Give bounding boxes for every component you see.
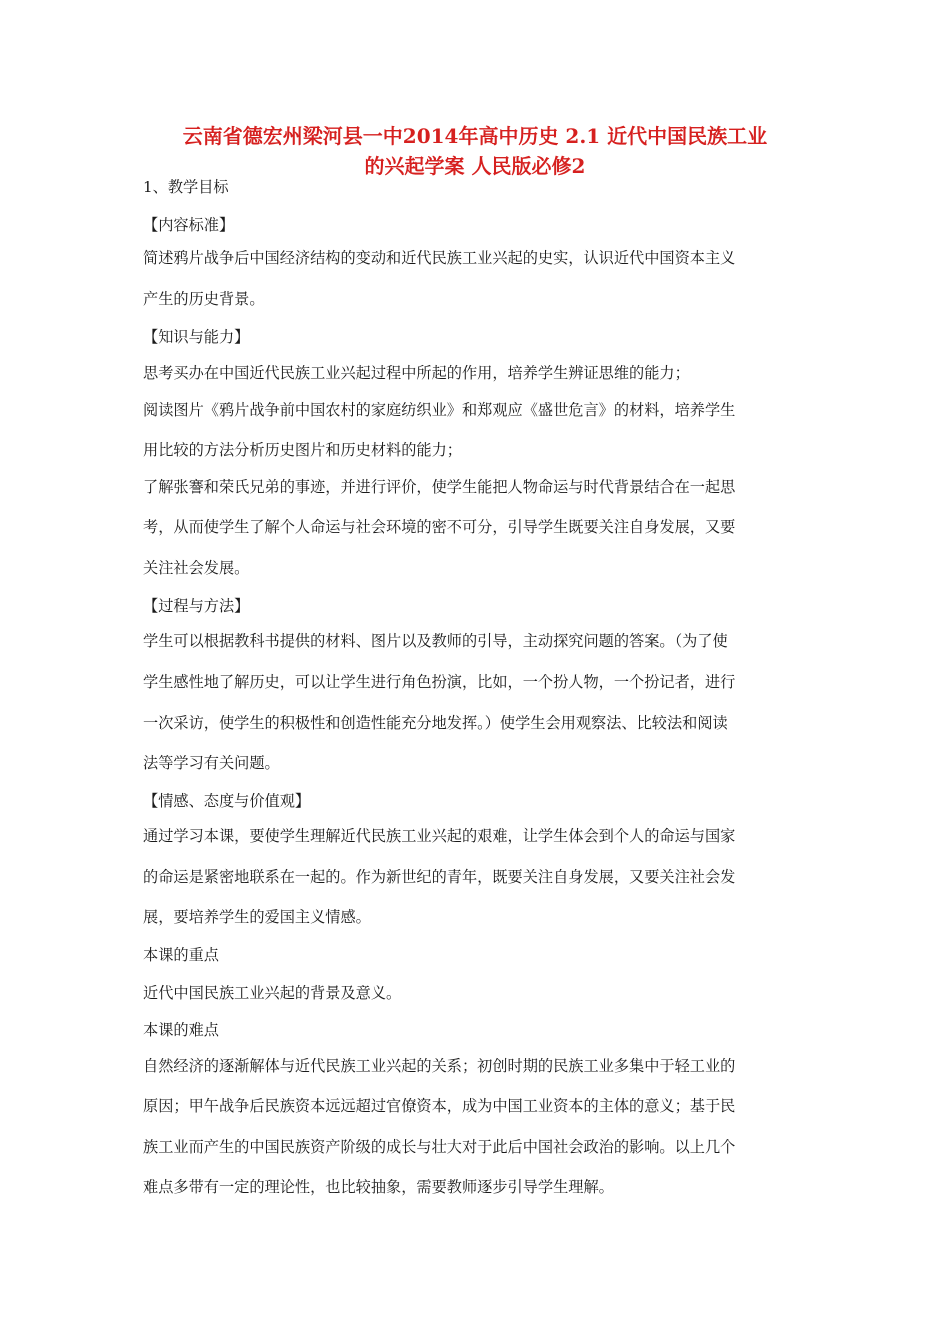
paragraph-line: 学生可以根据教科书提供的材料、图片以及教师的引导，主动探究问题的答案。（为了使 xyxy=(143,632,728,650)
paragraph-line: 考，从而使学生了解个人命运与社会环境的密不可分，引导学生既要关注自身发展，又要 xyxy=(143,518,736,536)
paragraph-line: 一次采访，使学生的积极性和创造性能充分地发挥。）使学生会用观察法、比较法和阅读 xyxy=(143,714,728,732)
section-heading: 1、教学目标 xyxy=(143,178,229,196)
subsection-heading: 【内容标准】 xyxy=(143,216,235,234)
difficulty-heading: 本课的难点 xyxy=(143,1021,219,1039)
document-title xyxy=(110,121,840,181)
paragraph-line: 通过学习本课，要使学生理解近代民族工业兴起的艰难，让学生体会到个人的命运与国家 xyxy=(143,827,736,845)
paragraph-line: 关注社会发展。 xyxy=(143,559,250,577)
key-point-heading: 本课的重点 xyxy=(143,946,219,964)
paragraph-line: 简述鸦片战争后中国经济结构的变动和近代民族工业兴起的史实，认识近代中国资本主义 xyxy=(143,249,736,267)
title-line-2: 的兴起学案 人民版必修2 xyxy=(364,154,586,178)
paragraph-line: 思考买办在中国近代民族工业兴起过程中所起的作用，培养学生辨证思维的能力； xyxy=(143,364,690,382)
subsection-heading: 【知识与能力】 xyxy=(143,328,250,346)
paragraph-line: 自然经济的逐渐解体与近代民族工业兴起的关系；初创时期的民族工业多集中于轻工业的 xyxy=(143,1057,736,1075)
subsection-heading: 【过程与方法】 xyxy=(143,597,250,615)
paragraph-line: 阅读图片《鸦片战争前中国农村的家庭纺织业》和郑观应《盛世危言》的材料，培养学生 xyxy=(143,401,736,419)
paragraph-line: 难点多带有一定的理论性，也比较抽象，需要教师逐步引导学生理解。 xyxy=(143,1178,614,1196)
paragraph-line: 了解张謇和荣氏兄弟的事迹，并进行评价，使学生能把人物命运与时代背景结合在一起思 xyxy=(143,478,736,496)
paragraph-line: 法等学习有关问题。 xyxy=(143,754,280,772)
paragraph-line: 的命运是紧密地联系在一起的。作为新世纪的青年，既要关注自身发展，又要关注社会发 xyxy=(143,868,736,886)
title-line-1: 云南省德宏州梁河县一中2014年高中历史 2.1 近代中国民族工业 xyxy=(182,124,768,148)
paragraph-line: 学生感性地了解历史，可以让学生进行角色扮演，比如，一个扮人物，一个扮记者，进行 xyxy=(143,673,736,691)
paragraph-line: 用比较的方法分析历史图片和历史材料的能力； xyxy=(143,441,462,459)
paragraph-line: 产生的历史背景。 xyxy=(143,290,265,308)
paragraph-line: 族工业而产生的中国民族资产阶级的成长与壮大对于此后中国社会政治的影响。以上几个 xyxy=(143,1138,736,1156)
subsection-heading: 【情感、态度与价值观】 xyxy=(143,792,311,810)
paragraph-line: 近代中国民族工业兴起的背景及意义。 xyxy=(143,984,402,1002)
paragraph-line: 展，要培养学生的爱国主义情感。 xyxy=(143,908,371,926)
paragraph-line: 原因；甲午战争后民族资本远远超过官僚资本，成为中国工业资本的主体的意义；基于民 xyxy=(143,1097,736,1115)
